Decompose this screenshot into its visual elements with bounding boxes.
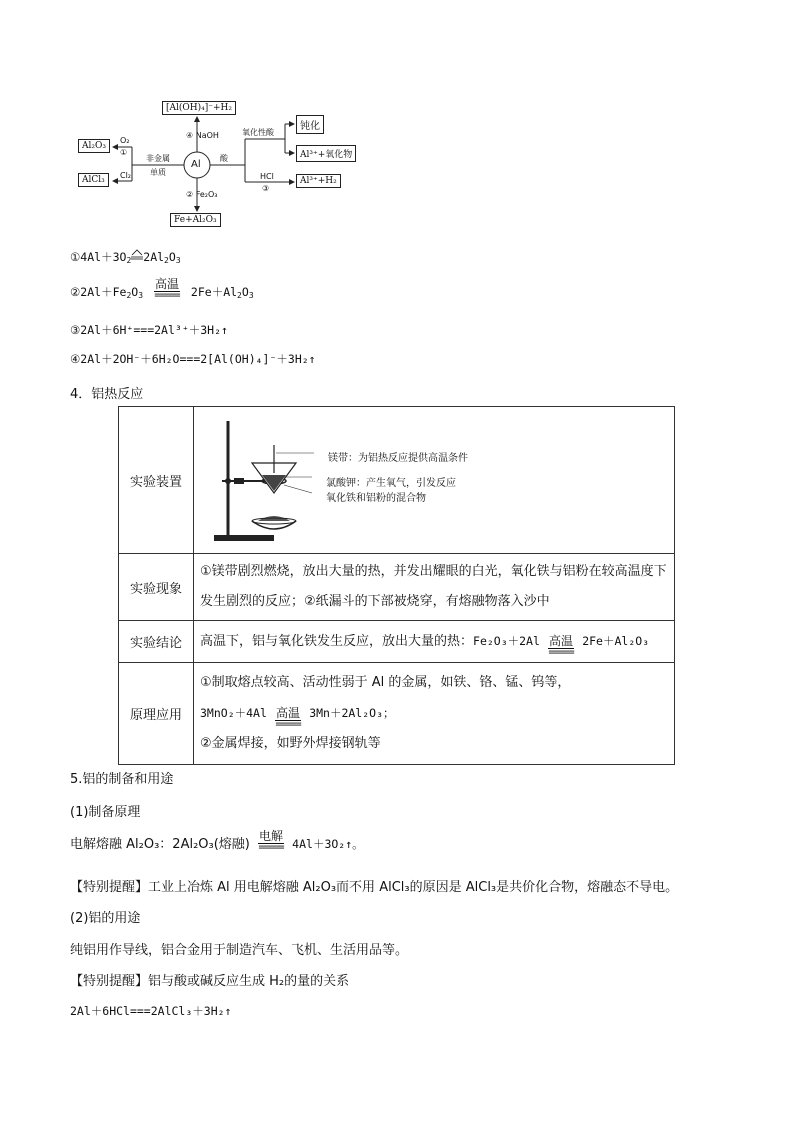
equation-3: ③2Al＋6H⁺===2Al³⁺＋3H₂↑ — [70, 323, 228, 337]
device-label: 实验装置 — [119, 407, 194, 554]
eq1-arrow — [131, 253, 143, 263]
uses-text: 纯铝用作导线，铝合金用于制造汽车、飞机、生活用品等。 — [70, 943, 409, 958]
label-simple-substance: 单质 — [150, 168, 166, 177]
annotation-mixture: 氧化铁和铝粉的混合物 — [326, 493, 426, 504]
eq1-sub: 2 — [126, 256, 132, 265]
subheading-preparation: (1)制备原理 — [70, 805, 141, 820]
conclusion-cell — [194, 621, 675, 663]
label-circle-3: ③ — [262, 184, 270, 193]
thermite-table — [118, 406, 675, 765]
table-row — [119, 554, 675, 621]
table-row — [119, 407, 675, 554]
section-4-heading: 4．铝热反应 — [70, 387, 144, 402]
annotation-kclo3: 氯酸钾：产生氧气，引发反应 — [326, 478, 456, 489]
label-fe2o3: ② Fe₂O₃ — [186, 190, 218, 199]
application-item-2: ②金属焊接，如野外焊接钢轨等 — [200, 736, 381, 751]
phenomenon-text: ①镁带剧烈燃烧，放出大量的热，并发出耀眼的白光，氧化铁与铝粉在较高温度下发生剧烈的反应；②纸漏斗的下部被烧穿，有熔融物落入沙中 — [194, 554, 675, 621]
conclusion-eq-left: Fe₂O₃＋2Al — [473, 634, 540, 648]
last-equation: 2Al＋6HCl===2AlCl₃＋3H₂↑ — [70, 1004, 232, 1018]
al-center-label: Al — [191, 159, 201, 170]
box-alcl3: AlCl₃ — [78, 173, 109, 187]
application-cell — [194, 663, 675, 765]
equation-1: $①4Al+3O_2$ $2Al_2O_3$ — [70, 250, 181, 265]
label-cl2: Cl₂ — [120, 171, 132, 180]
box-al3-h2: Al³⁺+H₂ — [296, 174, 341, 188]
box-al2o3: Al₂O₃ — [78, 139, 110, 153]
conclusion-text: 高温下，铝与氧化铁发生反应，放出大量的热： — [200, 634, 474, 649]
box-passivation: 钝化 — [296, 115, 324, 134]
label-hcl: HCl — [260, 172, 274, 181]
application-item-1: ①制取熔点较高、活动性弱于 Al 的金属，如铁、铬、锰、钨等， — [200, 675, 571, 690]
table-row — [119, 663, 675, 765]
electrolysis-condition: 电解 ===== — [258, 829, 284, 853]
device-cell — [194, 407, 675, 554]
application-equation: 3MnO₂＋4Al 高温 ===== 3Mn＋2Al₂O₃； — [200, 706, 395, 730]
conclusion-eq-right: 2Fe＋Al₂O₃ — [582, 634, 650, 648]
eq2-left: ②2Al＋Fe — [70, 285, 127, 299]
eq1-right: 2Al — [143, 250, 165, 264]
subheading-uses: (2)铝的用途 — [70, 911, 141, 926]
equation-4: ④2Al＋2OH⁻＋6H₂O===2[Al(OH)₄]⁻＋3H₂↑ — [70, 352, 316, 366]
box-al3-oxide: Al³⁺+氧化物 — [296, 145, 356, 162]
application-condition: 高温 ===== — [275, 706, 301, 730]
annotation-magnesium: 镁带：为铝热反应提供高温条件 — [328, 453, 468, 464]
eq1-left: ①4Al＋3O — [70, 250, 127, 264]
section-5-heading: 5.铝的制备和用途 — [70, 772, 174, 787]
phenomenon-label: 实验现象 — [119, 554, 194, 621]
label-oxidizing-acid: 氧化性酸 — [242, 128, 274, 137]
table-row — [119, 621, 675, 663]
label-nonmetal: 非金属 — [146, 154, 170, 163]
equation-2: $②2Al+Fe_2O_3$ 高温 ===== $2Fe+Al_2O_3$ — [70, 277, 254, 301]
tip-2: 【特别提醒】铝与酸或碱反应生成 H₂的量的关系 — [70, 974, 350, 989]
electrolysis-line — [70, 830, 364, 852]
electrolysis-prefix: 电解熔融 Al₂O₃：2Al₂O₃(熔融) — [70, 837, 250, 852]
tip-1: 【特别提醒】工业上冶炼 Al 用电解熔融 Al₂O₃而不用 AlCl₃的原因是 AlCl₃是共价化合物，熔融态不导电。 — [70, 880, 679, 895]
electrolysis-right: 4Al＋3O₂↑。 — [292, 837, 364, 851]
label-naoh: ④ NaOH — [186, 131, 219, 140]
box-aluminate: [Al(OH)₄]⁻+H₂ — [162, 101, 236, 115]
al-reaction-diagram — [70, 95, 370, 235]
label-acid: 酸 — [220, 154, 228, 163]
label-o2: O₂ — [120, 136, 130, 145]
box-fe-al2o3: Fe+Al₂O₃ — [170, 213, 221, 227]
application-label: 原理应用 — [119, 663, 194, 765]
conclusion-condition: 高温 ===== — [548, 634, 574, 658]
label-circle-1: ① — [120, 148, 128, 157]
eq2-condition: 高温 ===== — [154, 277, 180, 301]
conclusion-label: 实验结论 — [119, 621, 194, 663]
eq2-right: 2Fe＋Al — [190, 285, 238, 299]
